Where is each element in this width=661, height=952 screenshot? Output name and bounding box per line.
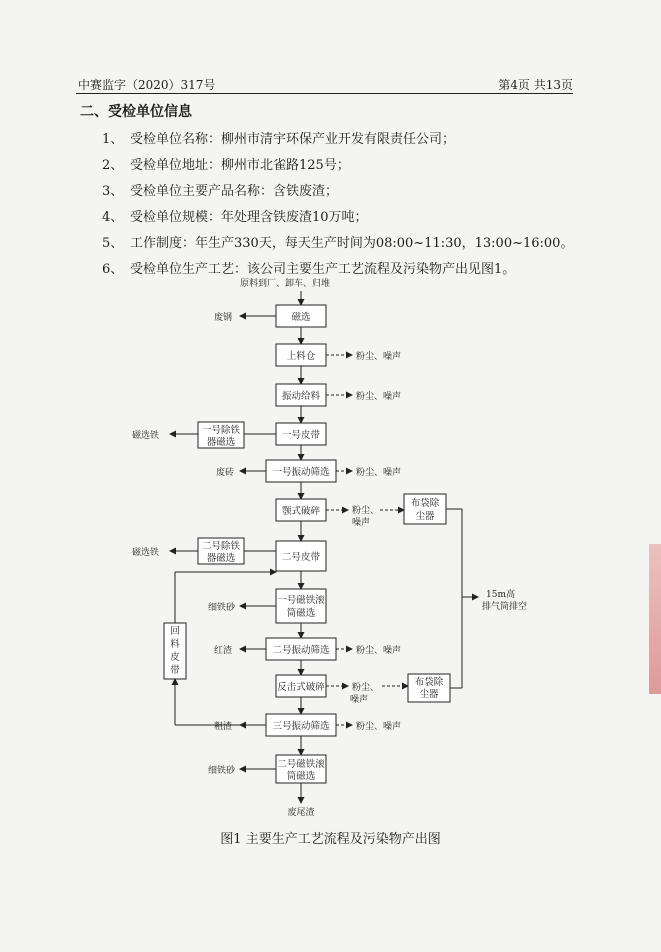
impact-crusher-label: 反击式破碎 xyxy=(277,682,325,693)
scrap-steel-label: 废钢 xyxy=(214,313,233,323)
drum-separator-2-line1: 二号磁铁滚 xyxy=(277,759,325,770)
red-seal-stamp xyxy=(649,544,661,694)
dust-noise-label: 粉尘、噪声 xyxy=(356,722,402,732)
vibrating-screen-2-label: 二号振动筛选 xyxy=(272,645,330,656)
info-item: 4、 受检单位规模：年处理含铁废渣10万吨； xyxy=(102,210,368,225)
info-item: 2、 受检单位地址：柳州市北雀路125号； xyxy=(102,158,350,173)
drum-separator-1-line1: 一号磁铁滚 xyxy=(277,595,325,606)
info-item: 5、 工作制度：年生产330天，每天生产时间为08:00~11:30，13:00~16:00。 xyxy=(102,236,574,251)
flow-start-label: 原料到厂、卸车、归堆 xyxy=(240,279,331,289)
return-belt-char: 带 xyxy=(170,665,180,676)
exhaust-stack-line1: 15m高 xyxy=(486,590,515,600)
dust-label: 粉尘、 xyxy=(352,683,380,693)
info-item: 3、 受检单位主要产品名称：含铁废渣； xyxy=(102,184,339,199)
drum-separator-2-line2: 筒磁选 xyxy=(286,771,316,782)
noise-label: 噪声 xyxy=(350,695,369,705)
bag-filter-2-line1: 布袋除 xyxy=(414,677,444,688)
info-item: 6、 受检单位生产工艺：该公司主要生产工艺流程及污染物产出见图1。 xyxy=(102,262,516,277)
info-item: 1、 受检单位名称：柳州市清宇环保产业开发有限责任公司； xyxy=(102,132,456,147)
return-belt-char: 回 xyxy=(170,626,180,637)
feed-bin-label: 上料仓 xyxy=(286,351,316,362)
red-slag-label: 红渣 xyxy=(214,646,233,656)
magnetic-iron-2-label: 磁选铁 xyxy=(132,548,160,558)
dust-noise-label: 粉尘、噪声 xyxy=(356,468,402,478)
iron-remover-2-line2: 器磁选 xyxy=(206,553,236,564)
magnetic-iron-1-label: 磁选铁 xyxy=(132,431,160,441)
waste-brick-label: 废砖 xyxy=(216,468,235,478)
coarse-slag-label: 粗渣 xyxy=(214,722,233,732)
bag-filter-1-line2: 尘器 xyxy=(415,511,435,522)
belt-2-label: 二号皮带 xyxy=(281,552,321,563)
drum-separator-1-line2: 筒磁选 xyxy=(286,608,316,619)
fine-iron-sand-1-label: 细铁砂 xyxy=(208,603,236,613)
dust-noise-label: 粉尘、噪声 xyxy=(356,392,402,402)
vibrating-screen-1-label: 一号振动筛选 xyxy=(272,467,330,478)
dust-label: 粉尘、 xyxy=(352,506,380,516)
tailings-label: 废尾渣 xyxy=(287,808,315,818)
iron-remover-1-line1: 一号除铁 xyxy=(201,425,241,436)
magnetic-separation-label: 磁选 xyxy=(291,312,311,323)
vibrating-feeder-label: 振动给料 xyxy=(281,391,321,402)
bag-filter-1-line1: 布袋除 xyxy=(410,498,440,509)
return-belt-char: 料 xyxy=(170,639,180,650)
dust-noise-label: 粉尘、噪声 xyxy=(356,646,402,656)
vibrating-screen-3-label: 三号振动筛选 xyxy=(272,721,330,732)
iron-remover-2-line1: 二号除铁 xyxy=(201,541,241,552)
dust-noise-label: 粉尘、噪声 xyxy=(356,352,402,362)
fine-iron-sand-2-label: 细铁砂 xyxy=(208,766,236,776)
iron-remover-1-line2: 器磁选 xyxy=(206,437,236,448)
page-info: 第4页 共13页 xyxy=(498,78,573,92)
report-number: 中赛监字（2020）317号 xyxy=(78,78,216,92)
jaw-crusher-label: 颚式破碎 xyxy=(281,506,321,517)
exhaust-stack-line2: 排气筒排空 xyxy=(482,602,528,612)
figure-caption: 图1 主要生产工艺流程及污染物产出图 xyxy=(220,832,441,847)
noise-label: 噪声 xyxy=(352,518,371,528)
bag-filter-2-line2: 尘器 xyxy=(419,689,439,700)
belt-1-label: 一号皮带 xyxy=(281,430,321,441)
section-title: 二、受检单位信息 xyxy=(80,104,192,120)
return-belt-char: 皮 xyxy=(170,652,180,663)
